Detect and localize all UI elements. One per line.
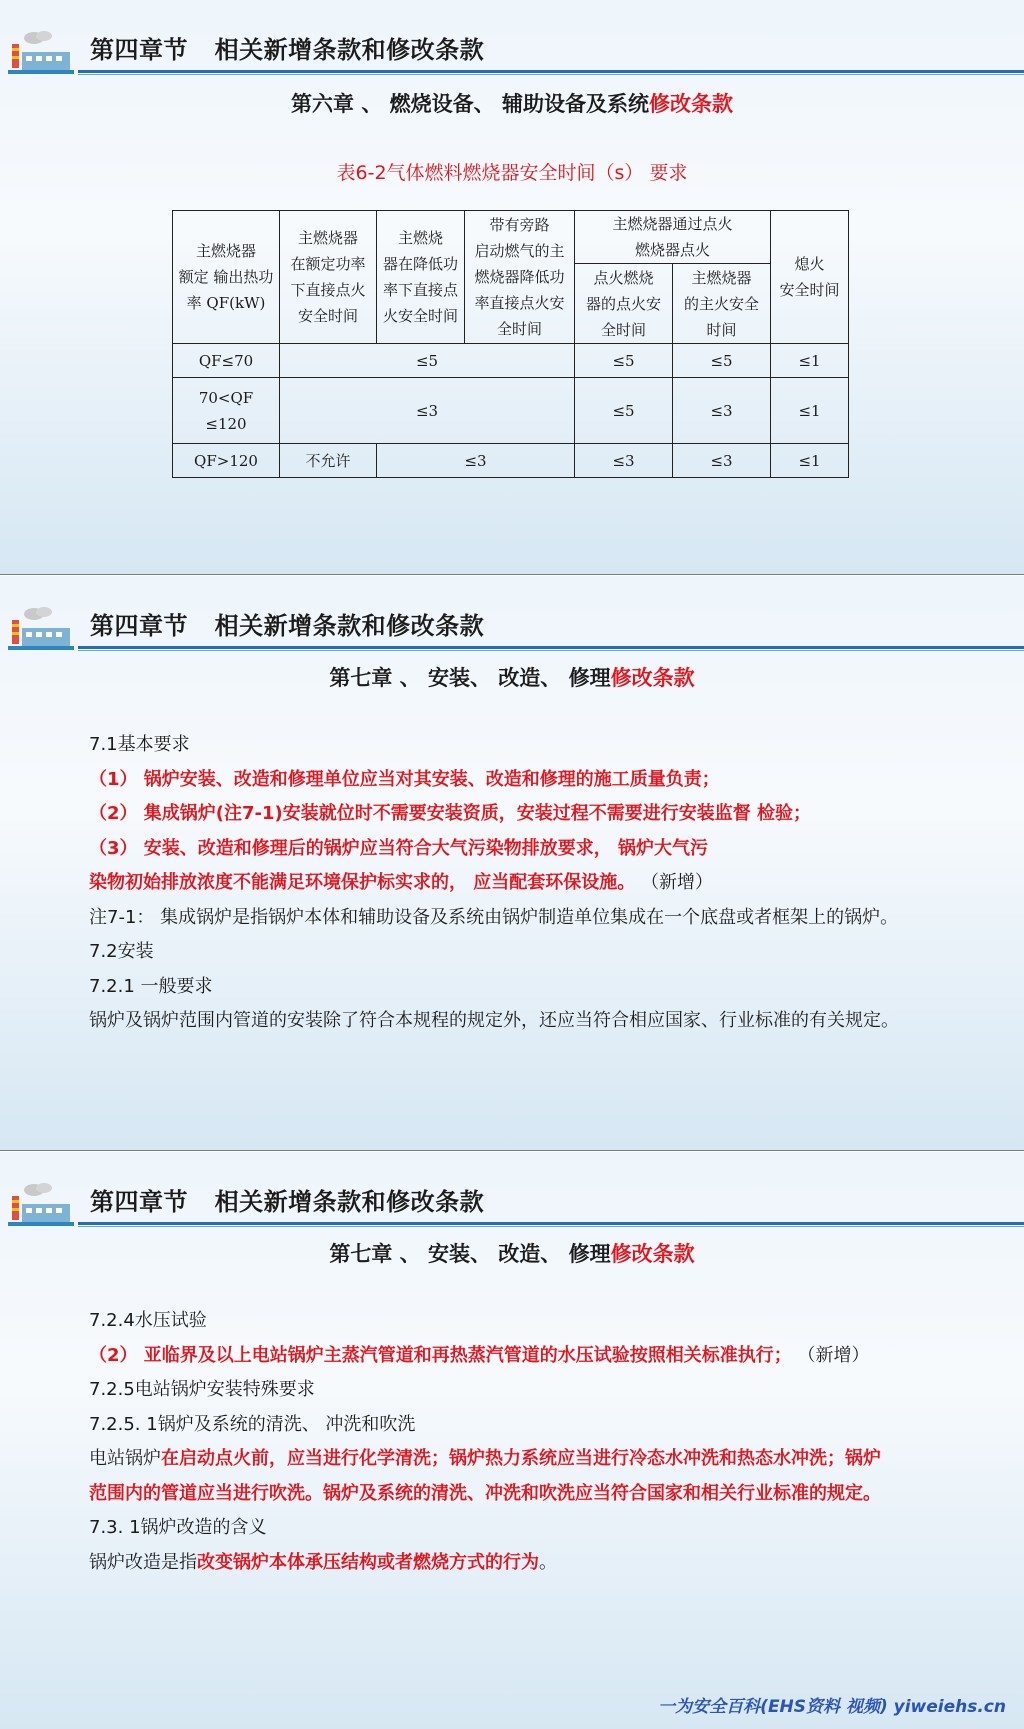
text-line: （2） 亚临界及以上电站锅炉主蒸汽管道和再热蒸汽管道的水压试验按照相关标准执行； （新增） (89, 1344, 870, 1366)
col-header-bypass: 带有旁路 启动燃气的主 燃烧器降低功 率直接点火安 全时间 (465, 211, 575, 344)
text-line: 染物初始排放浓度不能满足环境保护标实求的， 应当配套环保设施。 （新增） (89, 872, 713, 893)
table-row: 70<QF ≤120 ≤3 ≤5 ≤3 ≤1 (173, 378, 849, 444)
body-text (89, 1304, 881, 1580)
text-line: 7.2.5. 1锅炉及系统的清洗、 冲洗和吹洗 (89, 1413, 416, 1435)
text-line: （1） 锅炉安装、改造和修理单位应当对其安装、改造和修理的施工质量负责； (89, 768, 720, 790)
text-line: 范围内的管道应当进行吹洗。锅炉及系统的清洗、冲洗和吹洗应当符合国家和相关行业标准的规定。 (89, 1482, 881, 1504)
header-divider-thin (78, 74, 1024, 75)
section-title: 第四章节 相关新增条款和修改条款 (90, 612, 485, 640)
col-header-ignite-b: 主燃烧器 的主火安全 时间 (673, 264, 771, 344)
col-header-ignite: 主燃烧器通过点火 燃烧器点火 (575, 211, 771, 264)
factory-logo-icon (8, 606, 74, 652)
text-line: 电站锅炉在启动点火前，应当进行化学清洗；锅炉热力系统应当进行冷态水冲洗和热态水冲洗；锅炉 (89, 1448, 881, 1469)
table-caption: 表6-2气体燃料燃烧器安全时间（s） 要求 (336, 162, 688, 184)
table-row: QF>120 不允许 ≤3 ≤3 ≤3 ≤1 (173, 444, 849, 478)
col-header-rated: 主燃烧器 在额定功率 下直接点火 安全时间 (280, 211, 377, 344)
section-title: 第四章节 相关新增条款和修改条款 (90, 1188, 485, 1216)
text-line: 注7-1： 集成锅炉是指锅炉本体和辅助设备及系统由锅炉制造单位集成在一个底盘或者框架上的锅炉。 (89, 906, 899, 928)
section-title: 第四章节 相关新增条款和修改条款 (90, 36, 485, 64)
col-header-low: 主燃烧 器在降低功 率下直接点 火安全时间 (377, 211, 465, 344)
header-divider (78, 70, 1024, 73)
watermark: 一为安全百科(EHS资料 视频) yiweiehs.cn (658, 1697, 1006, 1717)
text-line: 7.2安装 (89, 941, 154, 962)
col-header-power: 主燃烧器 额定 输出热功 率 QF(kW) (173, 211, 280, 344)
subtitle-black: 第七章 、 安装、 改造、 修理 (329, 1242, 611, 1266)
body-text (89, 728, 899, 1039)
col-header-flameout: 熄火 安全时间 (771, 211, 849, 344)
slide-1 (0, 0, 1024, 575)
subtitle-red: 修改条款 (610, 1242, 695, 1266)
header-divider-thin (78, 650, 1024, 651)
text-line: 锅炉及锅炉范围内管道的安装除了符合本规程的规定外，还应当符合相应国家、行业标准的有关规定。 (89, 1010, 899, 1031)
slide-3 (0, 1152, 1024, 1729)
text-line: 7.2.5电站锅炉安装特殊要求 (89, 1379, 315, 1400)
slide-2 (0, 576, 1024, 1151)
header-divider (78, 1222, 1024, 1225)
chapter-subtitle (0, 662, 1024, 692)
safety-time-table (172, 210, 849, 478)
text-line: 7.1基本要求 (89, 734, 190, 755)
factory-logo-icon (8, 30, 74, 76)
subtitle-red: 修改条款 (610, 666, 695, 690)
table-row: QF≤70 ≤5 ≤5 ≤5 ≤1 (173, 344, 849, 378)
text-line: （3） 安装、改造和修理后的锅炉应当符合大气污染物排放要求， 锅炉大气污 (89, 837, 709, 859)
col-header-ignite-a: 点火燃烧 器的点火安 全时间 (575, 264, 673, 344)
factory-logo-icon (8, 1182, 74, 1228)
text-line: 7.2.4水压试验 (89, 1310, 207, 1331)
chapter-subtitle (0, 1238, 1024, 1268)
text-line: 7.3. 1锅炉改造的含义 (89, 1517, 267, 1538)
text-line: （2） 集成锅炉(注7-1)安装就位时不需要安装资质，安装过程不需要进行安装监督 检验； (89, 803, 812, 824)
header-divider (78, 646, 1024, 649)
text-line: 7.2.1 一般要求 (89, 975, 213, 997)
chapter-subtitle (0, 88, 1024, 118)
subtitle-black: 第六章 、 燃烧设备、 辅助设备及系统 (291, 92, 649, 116)
subtitle-red: 修改条款 (648, 92, 733, 116)
subtitle-black: 第七章 、 安装、 改造、 修理 (329, 666, 611, 690)
text-line: 锅炉改造是指改变锅炉本体承压结构或者燃烧方式的行为。 (89, 1551, 557, 1573)
header-divider-thin (78, 1226, 1024, 1227)
